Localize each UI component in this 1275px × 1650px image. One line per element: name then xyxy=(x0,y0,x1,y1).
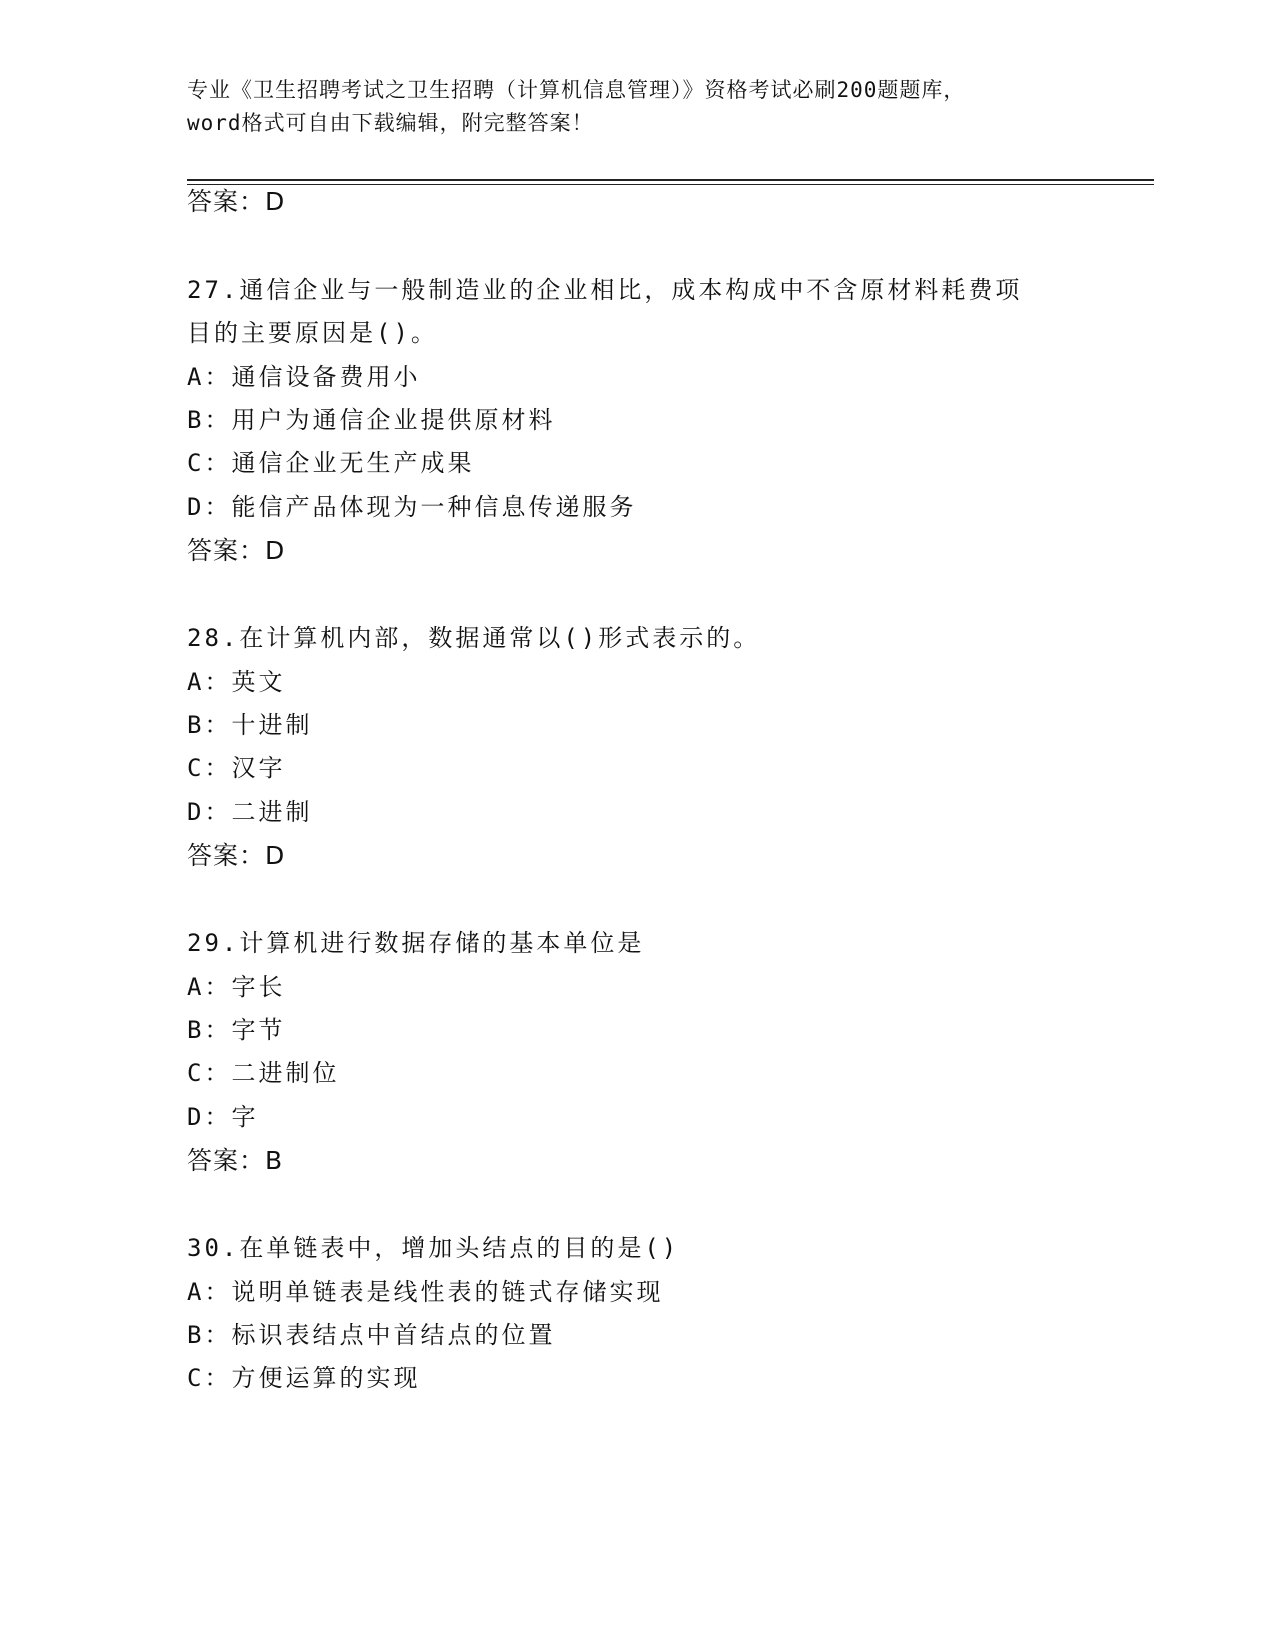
question-28-option-a: A：英文 xyxy=(187,668,286,696)
question-29-option-b: B：字节 xyxy=(187,1016,286,1044)
question-28-answer: 答案：D xyxy=(187,841,286,870)
question-28-option-d: D：二进制 xyxy=(187,798,313,826)
question-27-stem-line-2: 目的主要原因是()。 xyxy=(187,319,438,347)
question-29-stem: 29.计算机进行数据存储的基本单位是 xyxy=(187,929,645,957)
document-header xyxy=(187,74,1087,140)
question-27-option-c: C：通信企业无生产成果 xyxy=(187,449,475,477)
question-27-option-a: A：通信设备费用小 xyxy=(187,363,421,391)
question-30-option-b: B：标识表结点中首结点的位置 xyxy=(187,1321,556,1349)
question-29-option-d: D：字 xyxy=(187,1103,259,1131)
question-28-option-b: B：十进制 xyxy=(187,711,313,739)
question-30-option-a: A：说明单链表是线性表的链式存储实现 xyxy=(187,1278,664,1306)
question-28-stem: 28.在计算机内部，数据通常以()形式表示的。 xyxy=(187,624,761,652)
question-30-stem: 30.在单链表中，增加头结点的目的是() xyxy=(187,1234,680,1262)
question-27-option-b: B：用户为通信企业提供原材料 xyxy=(187,406,556,434)
header-rule-thick xyxy=(187,179,1154,181)
header-line-1: 专业《卫生招聘考试之卫生招聘（计算机信息管理）》资格考试必刷200题题库， xyxy=(187,78,966,102)
question-29-answer: 答案：B xyxy=(187,1146,284,1175)
question-29-option-a: A：字长 xyxy=(187,973,286,1001)
question-30-option-c: C：方便运算的实现 xyxy=(187,1364,421,1392)
question-27-option-d: D：能信产品体现为一种信息传递服务 xyxy=(187,493,637,521)
header-rule-thin xyxy=(187,184,1154,185)
previous-answer: 答案：D xyxy=(187,187,286,216)
question-29-option-c: C：二进制位 xyxy=(187,1059,340,1087)
header-line-2: word格式可自由下载编辑，附完整答案！ xyxy=(187,111,594,135)
question-27-answer: 答案：D xyxy=(187,536,286,565)
question-28-option-c: C：汉字 xyxy=(187,754,286,782)
question-27-stem-line-1: 27.通信企业与一般制造业的企业相比，成本构成中不含原材料耗费项 xyxy=(187,276,1023,304)
